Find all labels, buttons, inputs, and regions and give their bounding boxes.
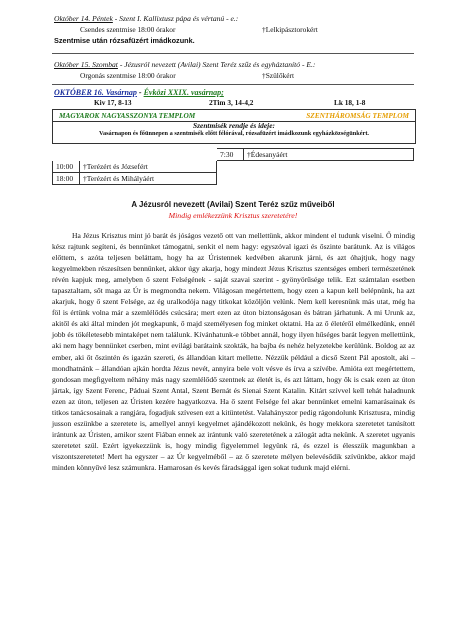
day-saturday-intention: †Szülőkért	[262, 71, 295, 80]
article-title: A Jézusról nevezett (Avilai) Szent Teréz szűz műveiből	[131, 200, 335, 209]
schedule-time: 10:00	[53, 161, 80, 173]
article-subtitle: Mindig emlékezzünk Krisztus szeretetére!	[168, 211, 298, 220]
table-row	[53, 149, 414, 161]
article-body	[52, 230, 415, 473]
schedule-right	[244, 173, 414, 185]
schedule-rtime	[217, 161, 244, 173]
schedule-table	[52, 148, 414, 185]
schedule-time: 18:00	[53, 173, 80, 185]
schedule-rtime	[217, 173, 244, 185]
schedule-left	[80, 149, 217, 161]
sunday-heading: OKTÓBER 16. Vasárnap - Évközi XXIX. vasárnap;	[54, 88, 224, 97]
day-saturday-heading: Október 15. Szombat - Jézusról nevezett (Avilai) Szent Teréz szűz és egyháztanító - E.:	[54, 60, 316, 69]
divider	[52, 53, 414, 54]
mass-order-title: Szentmisék rendje és ideje:	[193, 121, 275, 130]
schedule-left: †Terézért és Mihályáért	[80, 173, 217, 185]
day-friday-intention: †Lelkipásztorokért	[262, 25, 318, 34]
schedule-right: †Édesanyáért	[244, 149, 414, 161]
day-friday-note: Szentmise után rózsafüzért imádkozunk.	[54, 36, 195, 45]
schedule-left: †Terézért és Józsefért	[80, 161, 217, 173]
schedule-time	[53, 149, 80, 161]
day-friday-mass: Csendes szentmise 18:00 órakor	[80, 25, 176, 34]
mass-order-box	[52, 121, 416, 144]
mass-order-note: Vasárnapon és főünnepen a szentmisék előtt félórával, rózsafüzért imádkozunk egyházközségünkért.	[98, 130, 369, 137]
day-saturday-mass: Orgonás szentmise 18:00 órakor	[80, 71, 176, 80]
article-paragraph: Ha Jézus Krisztus mint jó barát és jóságos vezető ott van mellettünk, akkor mindent el tudunk viselni. Ő mindig kész rajtunk segíteni, és bennünket támogatni, senkit el nem hagy: egyszóval igazi és őszinte barátunk. Az is világos előttem, s azóta teljesen beláttam, hogy ha az Úristennek kedvében akarunk járni, és azt óhajtjuk, hogy nagy kegyelmekben részesítsen bennünket, akkor úgy akarja, hogy mindezt Jézus Krisztus szentséges emberi természetének révén kapjuk meg, amelyben ő szent Felségének - saját szavai szerint - gyönyörűsége telik. Ezt számtalan esetben tapasztaltam, sőt maga az Úr is megmondta nekem. Világosan megértettem, hogy ezen a kapun kell belépnünk, ha azt akarjuk, hogy ő szent Felsége, az ég uralkodója nagy titkokat közöljön velünk. Nem kell keresnünk más utat, még ha föl is értünk volna már a szemlélődés csúcsára; mert ezen az úton biztonságosan és bátran járhatunk. A mi Urunk az, akitől és aki által minden jót megkapunk, ő majd személyesen fog minket oktatni. Ha az ő életéről elmélkedünk, ennél jobb és tökéletesebb mintaképet nem találunk. Kívánhatunk-e többet annál, hogy ilyen hűséges barát legyen mellettünk, aki nem hagy bennünket cserben, mint evilági barátaink szokták, ha bajba és nehéz helyzetekbe kerülünk. Boldog az az ember, aki őt őszintén és igazán szereti, és állandóan kitart mellette. Nézzük például a dicső Szent Pál apostolt, aki – mondhatnánk – állandóan ajkán hordta Jézus nevét, annyira bele volt vésve és írva a szívébe. Amióta ezt megértettem, gondosan megfigyeltem néhány más nagy szemlélődő szentnek az életét is, és azt láttam, hogy ők is csak ezen az úton jártak, így Szent Ferenc, Páduai Szent Antal, Szent Bernát és Sienai Szent Katalin. Kitárt szívvel kell tehát haladnunk ezen az úton, teljesen az Úristen kezére hagyatkozva. Ha ő szent Felsége fel akar bennünket emelni kamarásainak és titkos tanácsosainak a rangjára, fogadjuk szívesen ezt a kitüntetést. Valahányszor pedig rágondolunk Krisztusra, mindig jusson eszünkbe a szeretete is, amellyel annyi kegyelmet ajándékozott nekünk, és hogy mekkora szeretetet tanúsított irántunk az Úristen, amikor szent Fiában ennek az irántunk való szeretetének a zálogát adta nekünk. A szeretet ugyanis szeretetet szül. Ezért igyekezzünk is, hogy mindig figyelemmel legyünk rá, és ezzel is élesszük magunkban a viszontszeretetet! Mert ha egyszer – az Úr kegyelméből – az ő szeretete mélyen belevésődik szívünkbe, akkor majd minden könnyűvé lesz számunkra. Hamarosan és kevés fáradsággal igen sokat tudunk majd elérni.	[52, 231, 415, 472]
day-friday-heading: Október 14. Péntek - Szent I. Kallixtusz pápa és vértanú - e.:	[54, 14, 239, 23]
divider	[52, 84, 414, 85]
table-row	[53, 161, 414, 173]
schedule-rtime: 7:30	[217, 149, 244, 161]
table-row	[53, 173, 414, 185]
schedule-right	[244, 161, 414, 173]
churches-row: MAGYAROK NAGYASSZONYA TEMPLOM SZENTHÁROMSÁG TEMPLOM	[52, 109, 416, 122]
